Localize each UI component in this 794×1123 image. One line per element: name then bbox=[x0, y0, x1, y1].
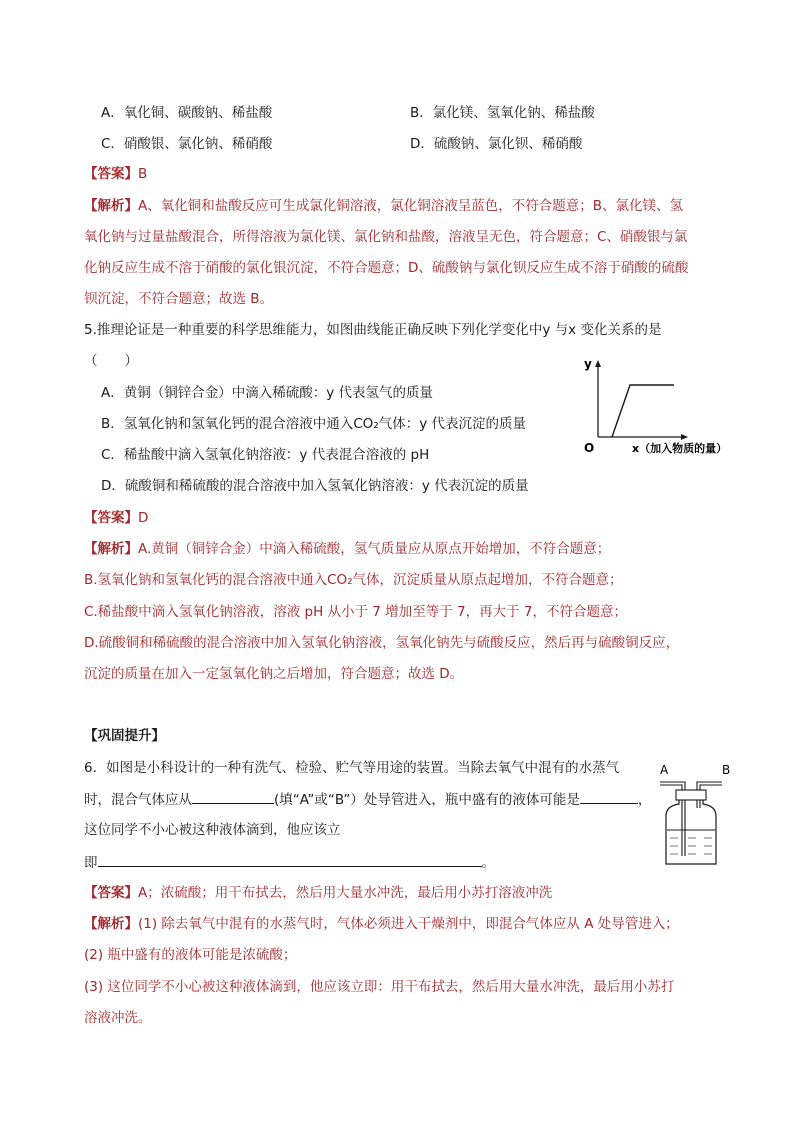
q6-apparatus-label-b: B bbox=[722, 763, 731, 777]
q6-answer-tag: 【答案】 bbox=[84, 885, 138, 901]
q6-bottle bbox=[666, 800, 716, 864]
q5-answer-tag: 【答案】 bbox=[84, 510, 138, 526]
q5-graph-x-label: x（加入物质的量） bbox=[632, 442, 728, 455]
q5-graph-x-arrow bbox=[681, 434, 688, 440]
q5-option-c: C．稀盐酸中滴入氢氧化钠溶液：y 代表混合溶液的 pH bbox=[101, 447, 430, 463]
q5-option-b: B．氢氧化钠和氢氧化钙的混合溶液中通入CO₂气体：y 代表沉淀的质量 bbox=[101, 416, 527, 432]
q6-answer-value: A；浓硫酸；用干布拭去，然后用大量水冲洗，最后用小苏打溶液冲洗 bbox=[138, 885, 553, 901]
q6-stem-line-2 bbox=[84, 789, 651, 810]
q6-stem-2b: (填“A”或“B”）处导管进入，瓶中盛有的液体可能是 bbox=[274, 792, 580, 808]
q6-blank-3[interactable] bbox=[98, 852, 482, 867]
q5-graph-y-label: y bbox=[584, 357, 592, 371]
q6-analysis-line-1 bbox=[84, 914, 679, 934]
q4-option-a: A．氧化铜、碳酸钠、稀盐酸 bbox=[101, 105, 273, 121]
q4-analysis-tag: 【解析】 bbox=[84, 198, 138, 214]
q6-analysis-line-2: (2) 瓶中盛有的液体可能是浓硫酸； bbox=[84, 947, 297, 963]
q4-answer-tag: 【答案】 bbox=[84, 166, 138, 182]
q5-analysis-text-1: A.黄铜（铜锌合金）中滴入稀硫酸，氢气质量应从原点开始增加，不符合题意； bbox=[138, 541, 611, 557]
q5-answer bbox=[84, 508, 148, 528]
q5-graph bbox=[578, 352, 738, 458]
q4-option-c: C．硝酸银、氯化钠、稀硝酸 bbox=[101, 136, 273, 152]
q6-stem-line-4 bbox=[84, 852, 495, 873]
q6-stem-line-1: 6．如图是小科设计的一种有洗气、检验、贮气等用途的装置。当除去氧气中混有的水蒸气 bbox=[84, 760, 620, 776]
q5-answer-value: D bbox=[138, 510, 149, 526]
q5-graph-origin-label: O bbox=[584, 441, 595, 455]
q4-option-d: D．硫酸钠、氯化钡、稀硝酸 bbox=[410, 136, 583, 152]
q5-graph-y-arrow bbox=[595, 360, 601, 367]
section-title: 【巩固提升】 bbox=[84, 728, 165, 744]
q6-blank-2[interactable] bbox=[580, 789, 638, 804]
q4-answer bbox=[84, 164, 147, 184]
q4-analysis-line-2: 氧化钠与过量盐酸混合，所得溶液为氯化镁、氯化钠和盐酸，溶液呈无色，符合题意；C、硝酸银与氯 bbox=[84, 229, 688, 245]
q6-analysis-line-4: 溶液冲洗。 bbox=[84, 1010, 152, 1026]
q5-analysis-line-5: 沉淀的质量在加入一定氢氧化钠之后增加，符合题意；故选 D。 bbox=[84, 666, 464, 682]
q5-analysis-line-4: D.硫酸铜和稀硫酸的混合溶液中加入氢氧化钠溶液，氢氧化钠先与硫酸反应，然后再与硫酸铜反应， bbox=[84, 635, 680, 651]
q5-analysis-tag: 【解析】 bbox=[84, 541, 138, 557]
q5-stem-line-1: 5.推理论证是一种重要的科学思维能力，如图曲线能正确反映下列化学变化中y 与x 变化关系的是 bbox=[84, 322, 662, 338]
q4-analysis-line-1 bbox=[84, 196, 683, 216]
q4-analysis-line-4: 钡沉淀，不符合题意；故选 B。 bbox=[84, 291, 274, 307]
q6-stem-2c: ， bbox=[637, 792, 652, 808]
q6-stopper bbox=[676, 790, 706, 800]
q5-analysis-line-2: B.氢氧化钠和氢氧化钙的混合溶液中通入CO₂气体，沉淀质量从原点起增加，不符合题意； bbox=[84, 572, 623, 588]
q4-answer-value: B bbox=[138, 166, 148, 182]
q6-apparatus bbox=[652, 760, 750, 868]
q5-option-d: D．硫酸铜和稀硫酸的混合溶液中加入氢氧化钠溶液：y 代表沉淀的质量 bbox=[101, 478, 529, 494]
q6-stem-line-3: 这位同学不小心被这种液体滴到，他应该立 bbox=[84, 822, 341, 838]
q6-analysis-text-1: (1) 除去氧气中混有的水蒸气时，气体必须进入干燥剂中，即混合气体应从 A 处导管进入； bbox=[138, 916, 679, 932]
q5-analysis-line-1 bbox=[84, 539, 610, 559]
q6-stem-4a: 即 bbox=[84, 855, 98, 871]
q5-option-a: A．黄铜（铜锌合金）中滴入稀硫酸：y 代表氢气的质量 bbox=[101, 385, 434, 401]
q6-liquid-hatch bbox=[670, 838, 712, 854]
q5-graph-curve bbox=[612, 385, 674, 437]
q4-option-b: B．氯化镁、氢氧化钠、稀盐酸 bbox=[410, 105, 595, 121]
q6-blank-1[interactable] bbox=[192, 789, 274, 804]
q6-stem-2a: 时，混合气体应从 bbox=[84, 792, 192, 808]
q6-analysis-tag: 【解析】 bbox=[84, 916, 138, 932]
q6-answer bbox=[84, 883, 552, 903]
q6-stem-4b: 。 bbox=[481, 855, 495, 871]
q5-analysis-line-3: C.稀盐酸中滴入氢氧化钠溶液，溶液 pH 从小于 7 增加至等于 7，再大于 7，不符合题意； bbox=[84, 604, 627, 620]
q6-analysis-line-3: (3) 这位同学不小心被这种液体滴到，他应该立即：用干布拭去，然后用大量水冲洗，最后用小苏打 bbox=[84, 979, 675, 995]
q4-analysis-text-1: A、氧化铜和盐酸反应可生成氯化铜溶液，氯化铜溶液呈蓝色，不符合题意；B、氯化镁、氢 bbox=[138, 198, 683, 214]
q5-stem-line-2: （ ） bbox=[84, 353, 138, 369]
q6-apparatus-label-a: A bbox=[660, 763, 669, 777]
q4-analysis-line-3: 化钠反应生成不溶于硝酸的氯化银沉淀，不符合题意；D、硫酸钠与氯化钡反应生成不溶于硝酸的硫酸 bbox=[84, 260, 689, 276]
